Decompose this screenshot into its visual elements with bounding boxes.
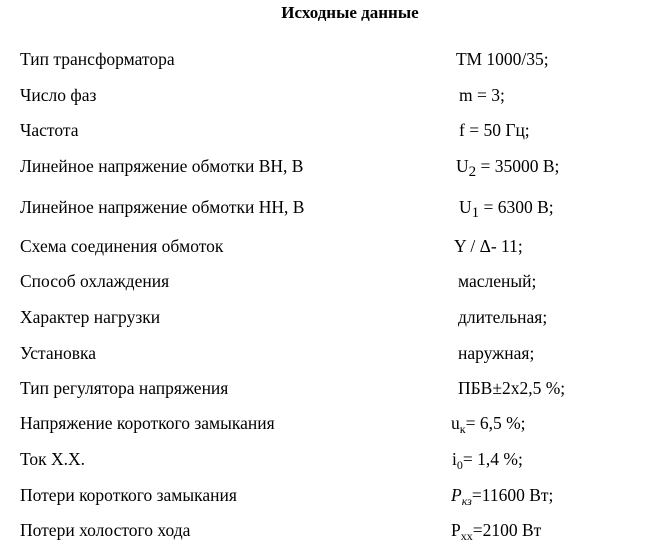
value-text: = 1,4 %; (462, 449, 523, 469)
param-label: Способ охлаждения (20, 271, 170, 291)
param-value: масленый; (458, 271, 537, 291)
param-value: ТМ 1000/35; (456, 49, 549, 69)
value-subscript: 0 (456, 458, 463, 472)
value-symbol: u (451, 413, 460, 433)
param-row-short-circuit-losses (0, 482, 666, 508)
param-label: Тип трансформатора (20, 49, 175, 69)
param-value: f = 50 Гц; (459, 120, 530, 140)
param-value: ПБВ±2х2,5 %; (458, 378, 566, 398)
param-row-hv-voltage (0, 153, 666, 179)
param-row-no-load-current (0, 446, 666, 472)
param-label: Характер нагрузки (20, 307, 161, 327)
param-label: Линейное напряжение обмотки НН, В (20, 197, 305, 217)
param-value (451, 410, 526, 438)
value-text: = 6,5 %; (465, 413, 526, 433)
value-subscript: 2 (468, 164, 477, 180)
param-row-load-type (0, 304, 666, 330)
value-symbol: i (452, 449, 457, 469)
value-symbol: U (456, 156, 469, 176)
param-label: Напряжение короткого замыкания (20, 413, 275, 433)
param-label: Число фаз (20, 85, 97, 105)
param-value (456, 153, 559, 181)
param-value (451, 517, 541, 545)
value-text: = 35000 В; (476, 156, 560, 176)
value-symbol: P (451, 485, 462, 505)
param-label: Ток Х.Х. (20, 449, 86, 469)
param-row-phase-count (0, 82, 666, 108)
param-label: Потери короткого замыкания (20, 485, 237, 505)
value-text: =2100 Вт (472, 520, 542, 540)
param-value: наружная; (458, 343, 535, 363)
param-row-frequency (0, 117, 666, 143)
param-value: длительная; (458, 307, 548, 327)
param-row-no-load-losses (0, 517, 666, 543)
value-text: = 6300 В; (479, 197, 554, 217)
param-label: Потери холостого хода (20, 520, 191, 540)
value-symbol: U (459, 197, 472, 217)
param-row-winding-scheme (0, 233, 666, 259)
param-value: m = 3; (459, 85, 505, 105)
value-subscript: к (459, 422, 466, 436)
param-value: Y / Δ- 11; (454, 236, 523, 256)
param-row-lv-voltage (0, 194, 666, 220)
param-row-cooling (0, 268, 666, 294)
param-row-transformer-type (0, 46, 666, 72)
page-title: Исходные данные (281, 3, 419, 22)
value-symbol: P (451, 520, 461, 540)
value-subscript: хх (460, 529, 473, 543)
param-label: Схема соединения обмоток (20, 236, 224, 256)
param-value (451, 482, 553, 510)
param-value (452, 446, 523, 474)
param-label: Установка (20, 343, 97, 363)
value-text: =11600 Вт; (471, 485, 554, 505)
param-label: Частота (20, 120, 79, 140)
param-row-regulator-type (0, 375, 666, 401)
param-row-short-circuit-voltage (0, 410, 666, 436)
param-label: Линейное напряжение обмотки ВН, В (20, 156, 304, 176)
param-value (459, 194, 554, 222)
param-row-installation (0, 340, 666, 366)
value-subscript: кз (461, 494, 472, 508)
param-label: Тип регулятора напряжения (20, 378, 229, 398)
value-subscript: 1 (471, 205, 480, 221)
